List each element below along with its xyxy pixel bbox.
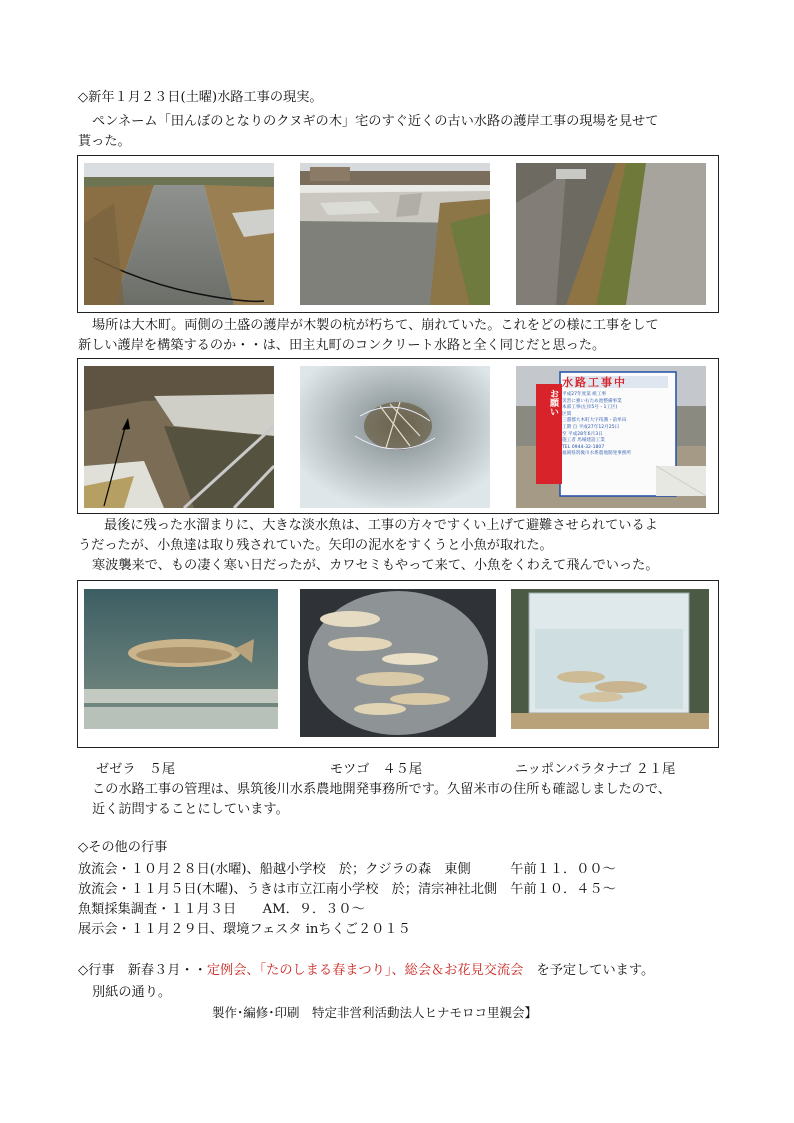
sign-line: 施工者 馬場建設工業 [562,438,605,444]
section1-heading: ◇新年１月２３日(土曜)水路工事の現実。 [78,90,323,105]
event-item: 魚類採集調査・１１月３日 AM．９．３０～ [78,902,365,917]
waterway-photo-3 [516,163,706,305]
section3-line2: うだったが、小魚達は取り残されていた。矢印の泥水をすくうと小魚が取れた。 [78,538,553,553]
event-item: 放流会・１１月５日(木曜)、うきは市立江南小学校 於；清宗神社北側 午前１０．４５～ [78,882,616,897]
event-item: 展示会・１１月２９日、環境フェスタ inちくご２０１５ [78,922,411,937]
sign-side-text: お願い [548,389,558,416]
sign-title: 水路工事中 [562,376,627,389]
sign-line: 本部工事(左岸5号・1工区) [562,405,618,411]
section3-line1: 最後に残った水溜まりに、大きな淡水魚は、工事の方々ですくい上げて避難させられているよ [104,518,658,533]
section3-line3: 寒波襲来で、もの凄く寒い日だったが、カワセミもやって来て、小魚をくわえて飛んでいった。 [92,558,659,573]
sign-line: TEL 0944-32-1807 [562,444,605,450]
sign-line: 平成27年度第 組工事 [562,392,607,397]
photo-row-1 [77,155,719,313]
motsugo-fish-photo [300,589,496,737]
sign-board [562,374,676,458]
management-line1: この水路工事の管理は、県筑後川水系農地開発事務所です。久留米市の住所も確認しましたので、 [92,782,671,797]
sign-line: 区間 [562,411,572,417]
photo-row-2 [77,358,719,514]
section1-paragraph-line2: 貰った。 [78,134,131,149]
muddy-pool-photo [84,366,274,508]
spring-prefix: ◇行事 新春３月・・ [78,963,207,978]
section2-line2: 新しい護岸を構築するのか・・は、田主丸町のコンクリート水路と全く同じだと思った。 [78,338,606,353]
fish-count-motsugo: モツゴ ４５尾 [330,762,423,777]
fish-count-bitterling: ニッポンバラタナゴ ２１尾 [515,762,676,777]
spring-note: 別紙の通り。 [92,985,172,1000]
sign-line: 工期 自 平成27年12月25日 [562,424,620,430]
bitterling-fish-photo [511,589,709,729]
sign-line: 災害に強い右ため池整備事業 [562,398,622,404]
section2-line1: 場所は大木町。両側の土盛の護岸が木製の杭が朽ちて、崩れていた。これをどの様に工事をして [92,318,659,333]
management-line2: 近く訪問することにしています。 [92,802,289,817]
sign-line: 福岡県筑後川水系農地開発事務所 [562,451,631,457]
event-item: 放流会・１０月２８日(水曜)、船越小学校 於；クジラの森 東側 午前１１．００～ [78,862,616,877]
fish-count-zezera: ゼゼラ ５尾 [96,762,176,777]
sign-line: 三潴郡大木町大字筏溝・前牟田 [562,418,627,424]
spring-events-line [78,963,654,979]
waterway-photo-1 [84,163,274,305]
spring-suffix: を予定しています。 [523,963,655,978]
section1-paragraph-line1: ペンネーム「田んぼのとなりのクヌギの木」宅のすぐ近くの古い水路の護岸工事の現場を見せて [92,114,659,129]
sign-line-list [562,392,676,458]
waterway-photo-2 [300,163,490,305]
zezera-fish-photo [84,589,278,729]
spring-highlight: 定例会、｢たのしまる春まつり｣、総会＆お花見交流会 [206,963,524,978]
sign-line: 至 平成28年6月3日 [562,431,603,437]
fish-net-photo [300,366,490,508]
footer-credit: 製作･編修･印刷 特定非営利活動法人ヒナモロコ里親会】 [212,1005,538,1020]
photo-row-3 [77,580,719,748]
events-heading: ◇その他の行事 [78,840,168,855]
